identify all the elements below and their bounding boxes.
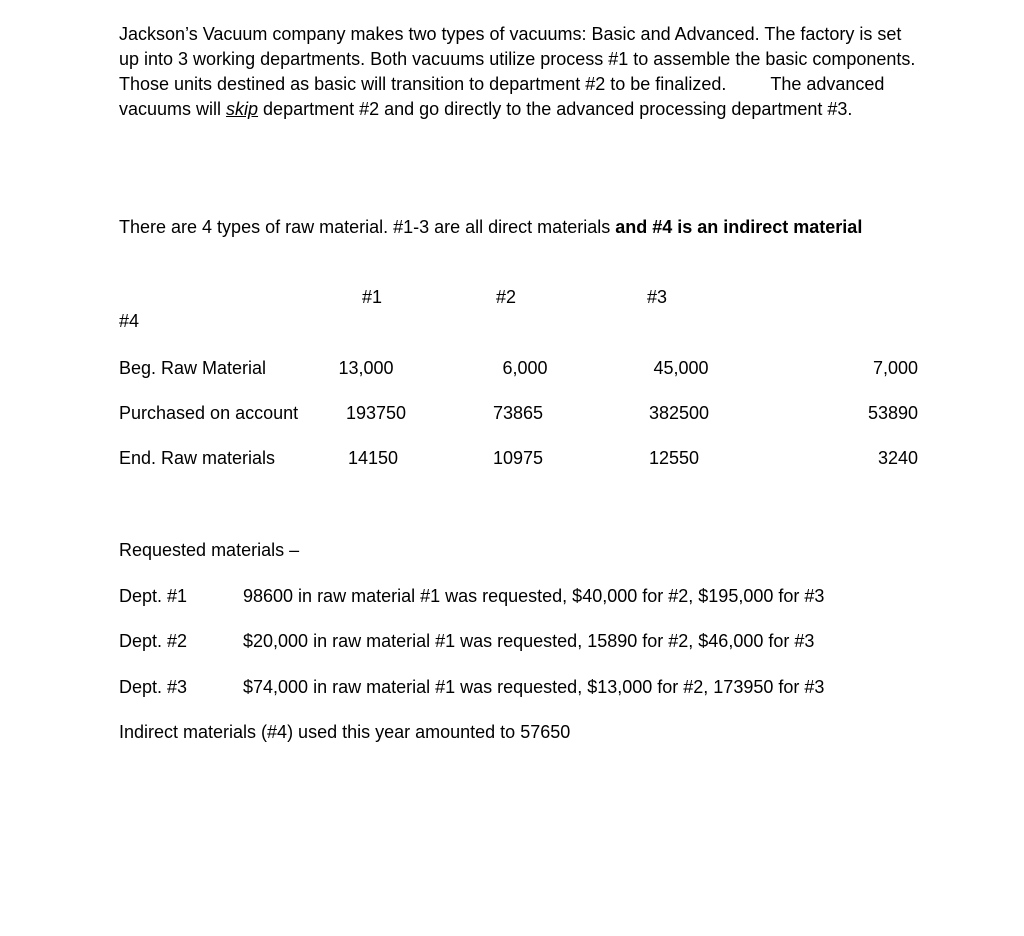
intro-skip-word: skip xyxy=(226,99,259,119)
cell-beg-3: 45,000 xyxy=(653,358,709,378)
cell-purchased-1: 193750 xyxy=(345,403,407,423)
requested-title: Requested materials – xyxy=(119,540,300,560)
header-4: #4 xyxy=(119,311,140,331)
cell-end-4: 3240 xyxy=(877,448,918,468)
dept-2-label: Dept. #2 xyxy=(119,631,188,651)
intro-paragraph xyxy=(119,22,919,122)
cell-purchased-4: 53890 xyxy=(867,403,918,423)
cell-end-1: 14150 xyxy=(347,448,399,468)
indirect-materials-text: Indirect materials (#4) used this year amounted to 57650 xyxy=(119,722,571,742)
raw-text-plain: There are 4 types of raw material. #1-3 are all direct materials xyxy=(119,217,616,237)
intro-text-2: The advanced vacuums will xyxy=(119,74,885,119)
cell-purchased-2: 73865 xyxy=(492,403,544,423)
raw-material-description xyxy=(119,215,879,239)
cell-beg-4: 7,000 xyxy=(872,358,918,378)
cell-end-2: 10975 xyxy=(492,448,544,468)
intro-text-3: department #2 and go directly to the advanced processing department #3. xyxy=(258,99,853,119)
raw-text-bold: and #4 is an indirect material xyxy=(615,217,863,237)
header-3: #3 xyxy=(646,287,668,307)
cell-end-3: 12550 xyxy=(648,448,700,468)
dept-1-label: Dept. #1 xyxy=(119,586,188,606)
header-1: #1 xyxy=(361,287,383,307)
header-2: #2 xyxy=(495,287,517,307)
row-label-end: End. Raw materials xyxy=(119,448,276,468)
cell-beg-2: 6,000 xyxy=(502,358,548,378)
dept-2-text: $20,000 in raw material #1 was requested, 15890 for #2, $46,000 for #3 xyxy=(243,631,815,651)
intro-text-1: Jackson’s Vacuum company makes two types of vacuums: Basic and Advanced. The factory is set up into 3 working departments. Both vacuums utilize process #1 to assemble the basic components. Those units destined as basic will transition to department #2 to be finalized. xyxy=(119,24,916,94)
dept-3-label: Dept. #3 xyxy=(119,677,188,697)
dept-1-text: 98600 in raw material #1 was requested, $40,000 for #2, $195,000 for #3 xyxy=(243,586,825,606)
row-label-purchased: Purchased on account xyxy=(119,403,299,423)
row-label-beg: Beg. Raw Material xyxy=(119,358,267,378)
dept-3-text: $74,000 in raw material #1 was requested, $13,000 for #2, 173950 for #3 xyxy=(243,677,825,697)
cell-beg-1: 13,000 xyxy=(338,358,394,378)
cell-purchased-3: 382500 xyxy=(648,403,710,423)
